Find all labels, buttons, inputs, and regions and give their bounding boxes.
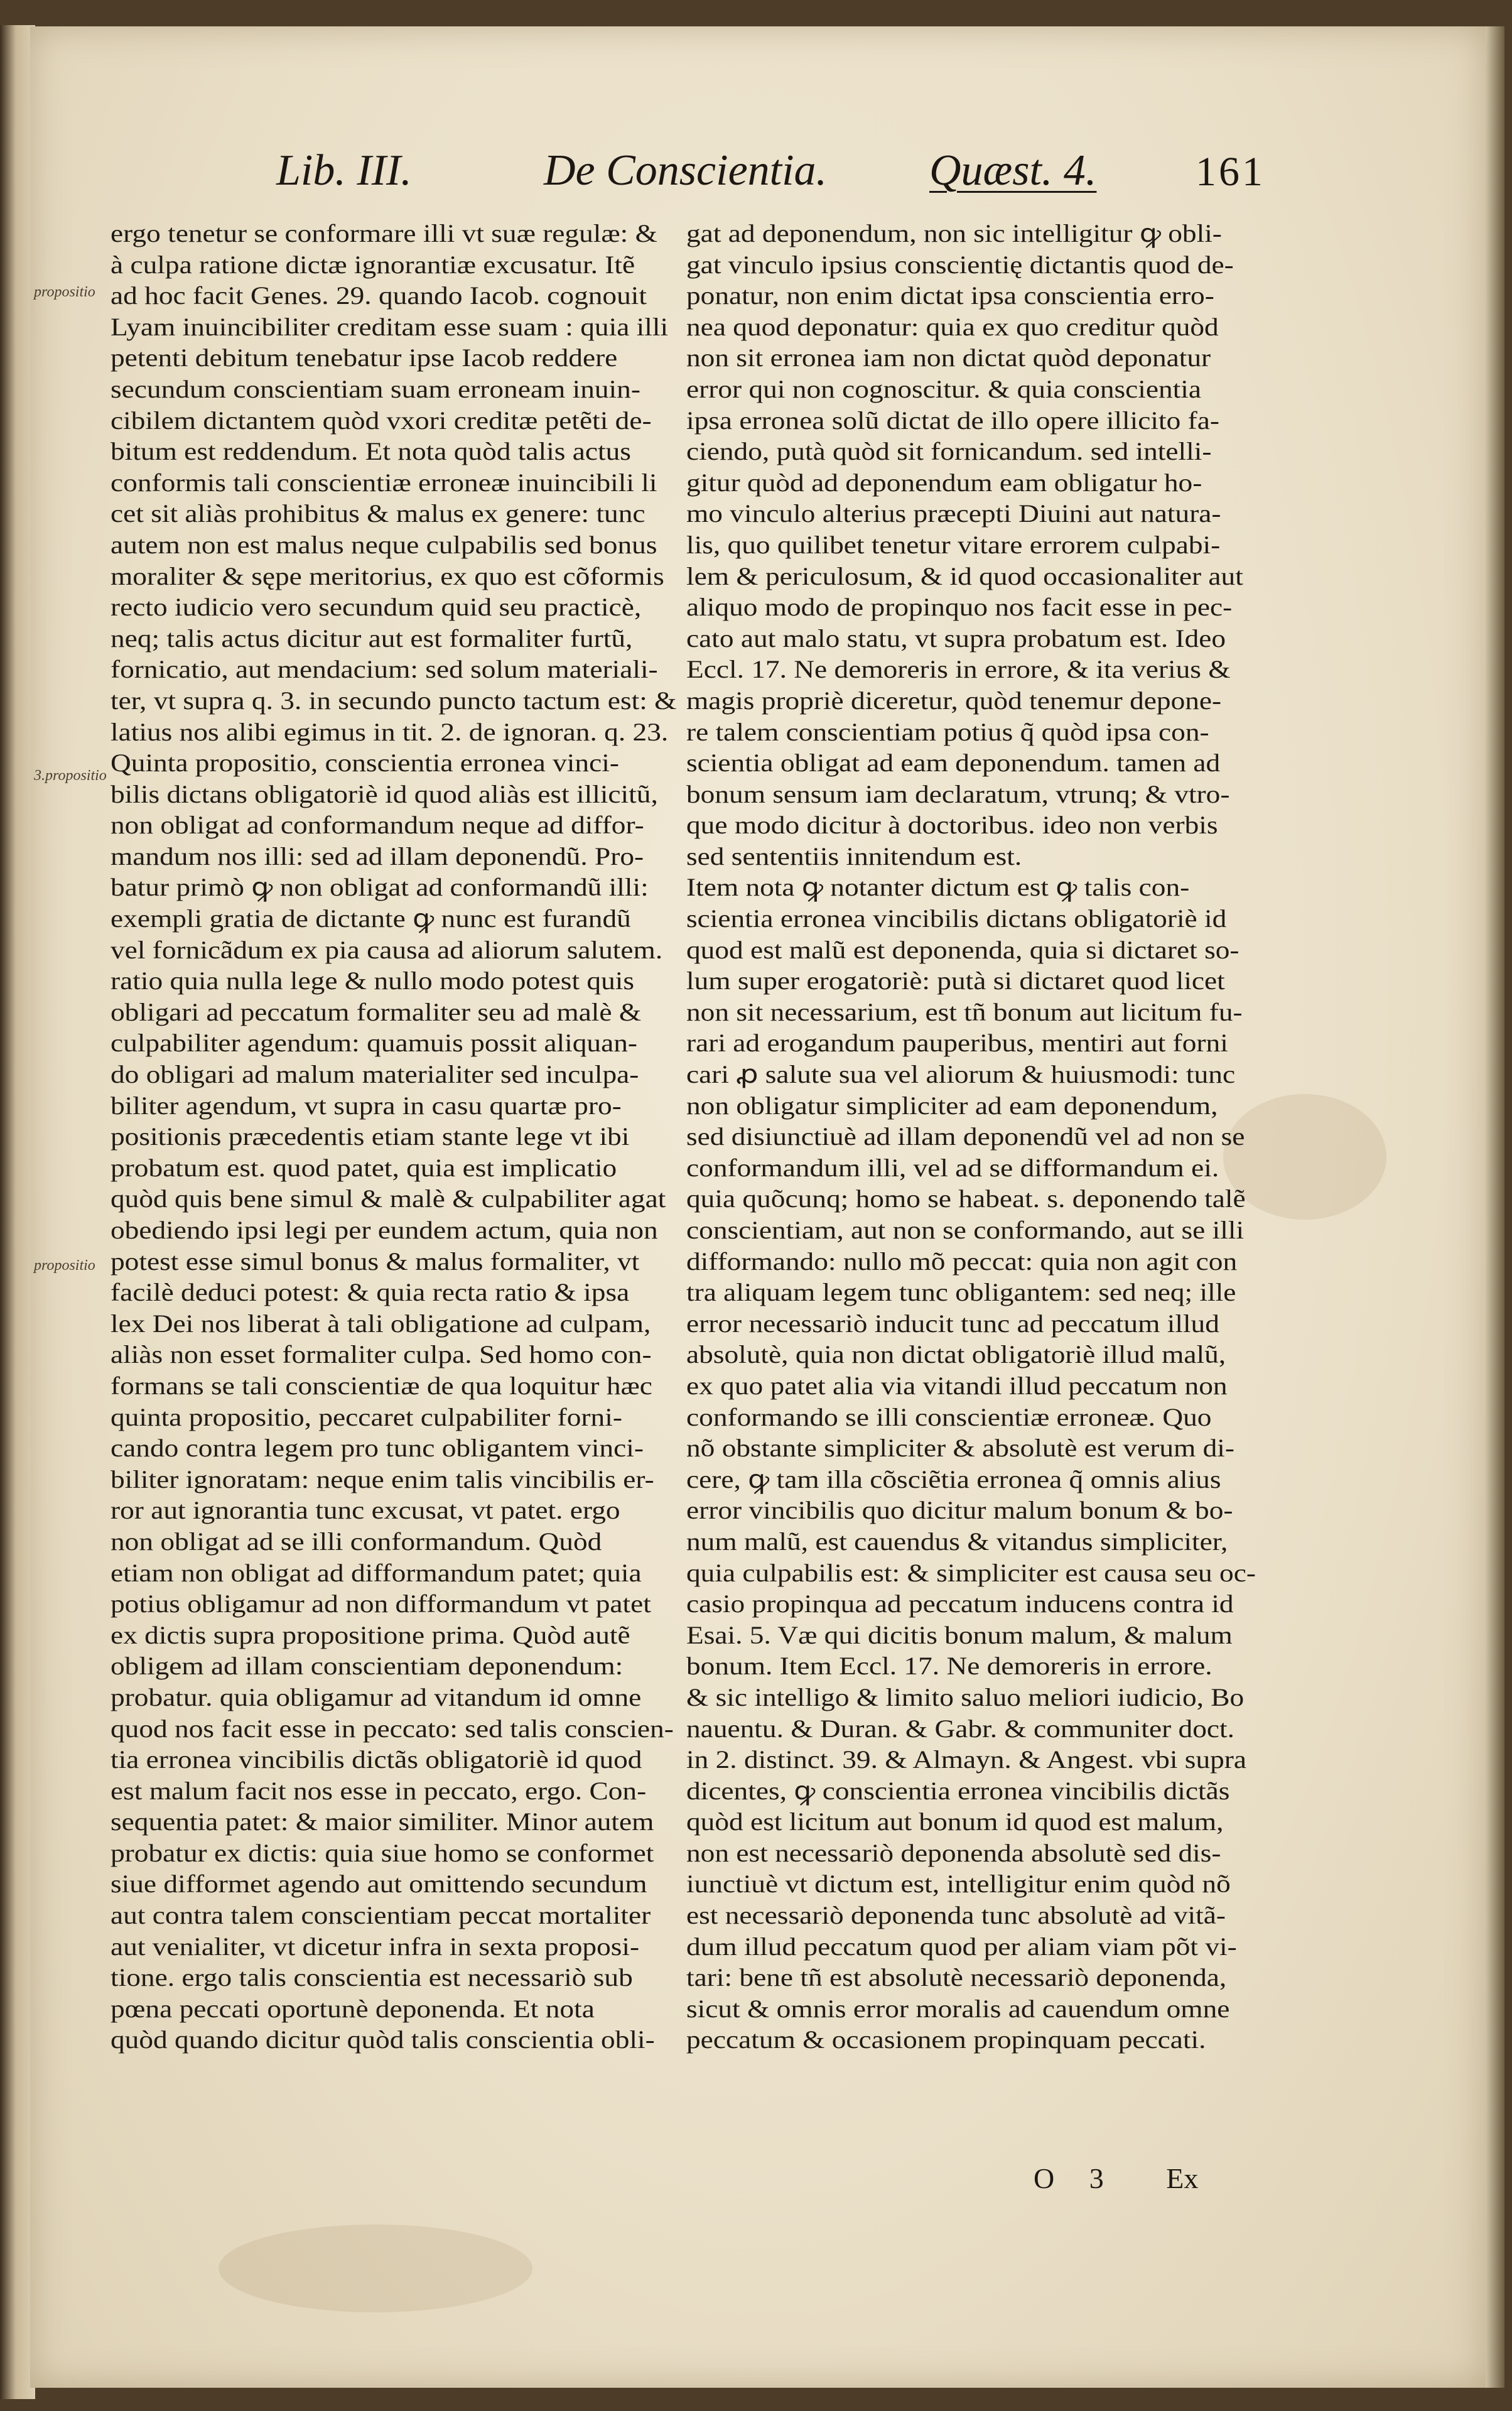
running-head-question: Quæst. 4. — [929, 146, 1097, 195]
text-line: do obligari ad malum materialiter sed inculpa- — [111, 1060, 639, 1089]
text-line: pœna peccati oportunè deponenda. Et nota — [111, 1994, 595, 2023]
text-line: Esai. 5. Væ qui dicitis bonum malum, & malum — [686, 1620, 1233, 1649]
text-line: ratio quia nulla lege & nullo modo potest quis — [111, 967, 635, 995]
text-line: nea quod deponatur: quia ex quo creditur quòd — [686, 312, 1219, 341]
text-line: obligari ad peccatum formaliter seu ad malè & — [111, 997, 642, 1026]
text-line: aut contra talem conscientiam peccat mortaliter — [111, 1901, 651, 1930]
text-line: cato aut malo statu, vt supra probatum est. Ideo — [686, 624, 1226, 653]
text-line: ex dictis supra propositione prima. Quòd autẽ — [111, 1620, 630, 1649]
text-line: quod nos facit esse in peccato: sed talis conscien- — [111, 1714, 674, 1743]
text-line: obediendo ipsi legi per eundem actum, quia non — [111, 1216, 658, 1244]
text-line: non obligatur simpliciter ad eam deponendum, — [686, 1091, 1218, 1120]
text-line: obligem ad illam conscientiam deponendum: — [111, 1652, 624, 1681]
text-line: bonum. Item Eccl. 17. Ne demoreris in errore. — [686, 1652, 1212, 1681]
text-line: vel fornicãdum ex pia causa ad aliorum salutem. — [111, 935, 663, 964]
text-line: non obligat ad conformandum neque ad diffor- — [111, 811, 644, 840]
text-line: aut venialiter, vt dicetur infra in sexta proposi- — [111, 1932, 640, 1961]
text-line: mandum nos illi: sed ad illam deponendũ. Pro- — [111, 842, 644, 870]
text-line: sed sententiis innitendum est. — [686, 842, 1022, 870]
running-header — [30, 146, 1486, 209]
text-line: & sic intelligo & limito saluo meliori iudicio, Bo — [686, 1682, 1245, 1711]
text-line: neq; talis actus dicitur aut est formaliter furtũ, — [111, 624, 633, 653]
text-column-right — [686, 218, 1270, 2056]
text-line: quia quõcunq; homo se habeat. s. deponendo talẽ — [686, 1184, 1246, 1213]
text-line: non est necessariò deponenda absolutè sed dis- — [686, 1838, 1221, 1867]
text-line: conformandum illi, vel ad se difformandum ei. — [686, 1153, 1219, 1182]
text-line: autem non est malus neque culpabilis sed bonus — [111, 530, 657, 559]
text-line: Eccl. 17. Ne demoreris in errore, & ita verius & — [686, 655, 1231, 684]
text-line: quia culpabilis est: & simpliciter est causa seu oc- — [686, 1558, 1256, 1587]
text-line: cari ꝓ salute sua vel aliorum & huiusmodi: tunc — [686, 1060, 1236, 1089]
text-line: bitum est reddendum. Et nota quòd talis actus — [111, 437, 631, 466]
text-line: conformis tali conscientiæ erroneæ inuincibili li — [111, 468, 657, 497]
text-line: batur primò ꝙ non obligat ad conformandũ illi: — [111, 873, 649, 902]
text-line: tra aliquam legem tunc obligantem: sed neq; ille — [686, 1278, 1236, 1307]
text-line: etiam non obligat ad difformandum patet; quia — [111, 1558, 642, 1587]
text-line: rari ad erogandum pauperibus, mentiri aut forni — [686, 1029, 1228, 1058]
text-line: moraliter & sępe meritorius, ex quo est cõformis — [111, 561, 664, 590]
text-line: aliàs non esset formaliter culpa. Sed homo con- — [111, 1340, 652, 1369]
marginal-note: propositio — [34, 1257, 95, 1274]
text-line: ror aut ignorantia tunc excusat, vt patet. ergo — [111, 1496, 620, 1525]
text-line: error necessariò inducit tunc ad peccatum illud — [686, 1309, 1219, 1338]
text-line: lex Dei nos liberat à tali obligatione ad culpam, — [111, 1309, 651, 1338]
text-line: sicut & omnis error moralis ad cauendum omne — [686, 1994, 1230, 2023]
text-line: absolutè, quia non dictat obligatoriè illud malũ, — [686, 1340, 1226, 1369]
text-line: probatur. quia obligamur ad vitandum id omne — [111, 1682, 642, 1711]
text-line: Item nota ꝙ notanter dictum est ꝙ talis con- — [686, 873, 1190, 902]
text-line: biliter ignoratam: neque enim talis vincibilis er- — [111, 1465, 654, 1493]
text-line: potius obligamur ad non difformandum vt patet — [111, 1590, 651, 1618]
paper-stain — [219, 2224, 532, 2312]
text-line: conscientiam, aut non se conformando, aut se illi — [686, 1216, 1245, 1244]
folio-number: 161 — [1196, 149, 1265, 195]
text-line: fornicatio, aut mendacium: sed solum materiali- — [111, 655, 658, 684]
text-line: scientia erronea vincibilis dictans obligatoriè id — [686, 904, 1227, 933]
text-line: gat ad deponendum, non sic intelligitur ꝙ obli- — [686, 219, 1222, 247]
signature-mark: O — [1034, 2162, 1055, 2194]
text-line: aliquo modo de propinquo nos facit esse in pec- — [686, 593, 1233, 622]
text-line: cet sit aliàs prohibitus & malus ex genere: tunc — [111, 499, 645, 528]
text-line: petenti debitum tenebatur ipse Iacob reddere — [111, 344, 618, 372]
text-line: secundum conscientiam suam erroneam inuin- — [111, 374, 640, 403]
text-column-left — [111, 218, 682, 2056]
text-line: positionis præcedentis etiam stante lege vt ibi — [111, 1122, 630, 1151]
text-line: peccatum & occasionem propinquam peccati. — [686, 2025, 1206, 2054]
text-line: non obligat ad se illi conformandum. Quòd — [111, 1527, 602, 1556]
text-line: gitur quòd ad deponendum eam obligatur ho- — [686, 468, 1202, 497]
catchword: Ex — [1166, 2162, 1199, 2194]
text-line: siue difformet agendo aut omittendo secundum — [111, 1870, 647, 1899]
text-line: quòd quis bene simul & malè & culpabiliter agat — [111, 1184, 666, 1213]
text-line: probatum est. quod patet, quia est implicatio — [111, 1153, 617, 1182]
text-line: lis, quo quilibet tenetur vitare errorem culpabi- — [686, 530, 1221, 559]
text-line: gat vinculo ipsius conscientię dictantis quod de- — [686, 250, 1234, 279]
text-line: lem & periculosum, & id quod occasionaliter aut — [686, 561, 1243, 590]
text-line: error qui non cognoscitur. & quia conscientia — [686, 374, 1202, 403]
text-line: sequentia patet: & maior similiter. Minor autem — [111, 1807, 654, 1836]
text-line: quòd est licitum aut bonum id quod est malum, — [686, 1807, 1224, 1836]
text-line: sed disiunctiuè ad illam deponendũ vel ad non se — [686, 1122, 1245, 1151]
text-line: cibilem dictantem quòd vxori creditæ petẽti de- — [111, 406, 652, 435]
text-line: quinta propositio, peccaret culpabiliter forni- — [111, 1402, 622, 1431]
text-line: ter, vt supra q. 3. in secundo puncto tactum est: & — [111, 686, 677, 715]
text-line: cando contra legem pro tunc obligantem vinci- — [111, 1434, 644, 1463]
text-line: casio propinqua ad peccatum inducens contra id — [686, 1590, 1234, 1618]
text-line: biliter agendum, vt supra in casu quartæ pro- — [111, 1091, 622, 1120]
book-page — [30, 26, 1486, 2388]
text-line: tia erronea vincibilis dictãs obligatoriè id quod — [111, 1745, 642, 1774]
text-line: cere, ꝙ tam illa cõsciẽtia erronea q̃ omnis alius — [686, 1465, 1221, 1493]
text-line: scientia obligat ad eam deponendum. tamen ad — [686, 749, 1221, 777]
text-line: non sit erronea iam non dictat quòd deponatur — [686, 344, 1211, 372]
text-line: tari: bene tñ est absolutè necessariò deponenda, — [686, 1963, 1227, 1992]
marginal-note: 3.propositio — [34, 767, 107, 784]
text-line: Lyam inuincibiliter creditam esse suam : quia illi — [111, 312, 669, 341]
text-line: lum super erogatoriè: putà si dictaret quod licet — [686, 967, 1225, 995]
text-line: à culpa ratione dictæ ignorantiæ excusatur. Itẽ — [111, 250, 635, 279]
text-line: in 2. distinct. 39. & Almayn. & Angest. vbi supra — [686, 1745, 1247, 1774]
text-line: error vincibilis quo dicitur malum bonum & bo- — [686, 1496, 1233, 1525]
text-line: bilis dictans obligatoriè id quod aliàs est illicitũ, — [111, 779, 658, 808]
text-line: culpabiliter agendum: quamuis possit aliquan- — [111, 1029, 637, 1058]
signature-number: 3 — [1089, 2162, 1104, 2194]
text-line: que modo dicitur à doctoribus. ideo non verbis — [686, 811, 1218, 840]
text-line: ponatur, non enim dictat ipsa conscientia erro- — [686, 281, 1214, 310]
marginal-note: propositio — [34, 284, 95, 300]
text-line: re talem conscientiam potius q̃ quòd ipsa con- — [686, 717, 1209, 746]
text-line: mo vinculo alterius præcepti Diuini aut natura- — [686, 499, 1221, 528]
text-line: formans se tali conscientiæ de qua loquitur hæc — [111, 1371, 652, 1400]
text-line: conformando se illi conscientiæ erroneæ. Quo — [686, 1402, 1212, 1431]
text-line: ad hoc facit Genes. 29. quando Iacob. cognouit — [111, 281, 647, 310]
text-line: num malũ, est cauendus & vitandus simpliciter, — [686, 1527, 1228, 1556]
text-line: latius nos alibi egimus in tit. 2. de ignoran. q. 23. — [111, 717, 669, 746]
text-line: ergo tenetur se conformare illi vt suæ regulæ: & — [111, 219, 657, 247]
text-line: ipsa erronea solũ dictat de illo opere illicito fa- — [686, 406, 1219, 435]
text-line: dicentes, ꝙ conscientia erronea vincibilis dictãs — [686, 1776, 1230, 1805]
text-line: difformando: nullo mõ peccat: quia non agit con — [686, 1247, 1238, 1276]
text-line: est malum facit nos esse in peccato, ergo. Con- — [111, 1776, 647, 1805]
text-line: exempli gratia de dictante ꝙ nunc est furandũ — [111, 904, 631, 933]
page-fore-edge — [1486, 26, 1504, 2388]
text-line: probatur ex dictis: quia siue homo se conformet — [111, 1838, 654, 1867]
running-head-book: Lib. III. — [276, 146, 412, 195]
text-line: dum illud peccatum quod per aliam viam põt vi- — [686, 1932, 1237, 1961]
text-line: nõ obstante simpliciter & absolutè est verum di- — [686, 1434, 1235, 1463]
text-line: recto iudicio vero secundum quid seu practicè, — [111, 593, 642, 622]
text-line: magis propriè diceretur, quòd tenemur depone- — [686, 686, 1222, 715]
text-line: quod est malũ est deponenda, quia si dictaret so- — [686, 935, 1239, 964]
page-footer — [1034, 2162, 1198, 2195]
text-line: quòd quando dicitur quòd talis conscientia obli- — [111, 2025, 655, 2054]
text-line: facilè deduci potest: & quia recta ratio & ipsa — [111, 1278, 630, 1307]
text-line: nauentu. & Duran. & Gabr. & communiter doct. — [686, 1714, 1234, 1743]
text-line: tione. ergo talis conscientia est necessariò sub — [111, 1963, 633, 1992]
text-line: Quinta propositio, conscientia erronea vinci- — [111, 749, 619, 777]
text-line: est necessariò deponenda tunc absolutè ad vitã- — [686, 1901, 1226, 1930]
text-line: bonum sensum iam declaratum, vtrunq; & vtro- — [686, 779, 1230, 808]
text-line: ciendo, putà quòd sit fornicandum. sed intelli- — [686, 437, 1212, 466]
text-line: potest esse simul bonus & malus formaliter, vt — [111, 1247, 640, 1276]
running-head-title: De Conscientia. — [544, 146, 828, 195]
text-line: non sit necessarium, est tñ bonum aut licitum fu- — [686, 997, 1243, 1026]
text-line: iunctiuè vt dictum est, intelligitur enim quòd nõ — [686, 1870, 1231, 1899]
text-line: ex quo patet alia via vitandi illud peccatum non — [686, 1371, 1228, 1400]
